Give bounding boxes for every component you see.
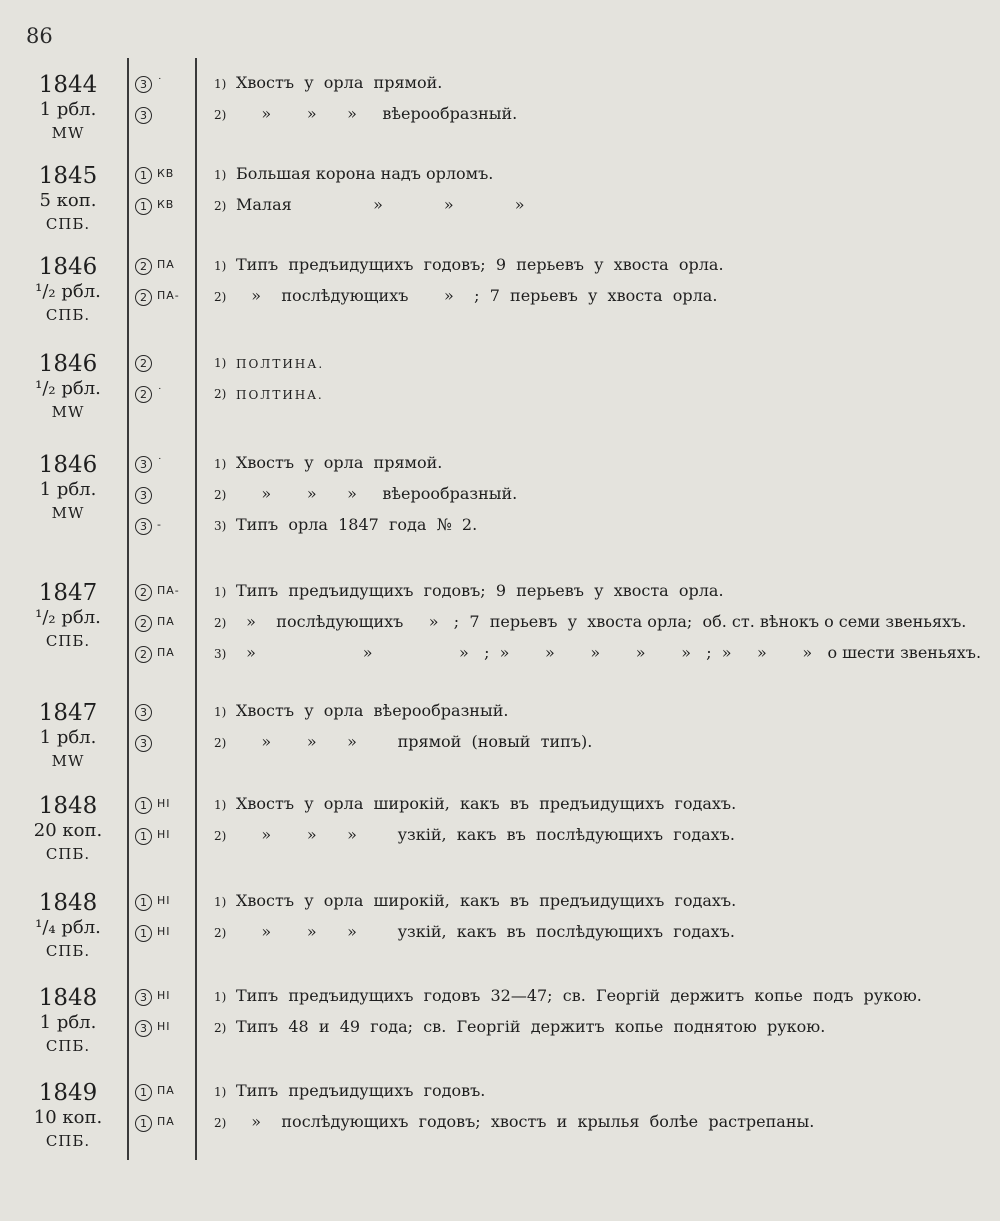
variant-number: 2) (214, 926, 227, 940)
variant-description: Хвостъ у орла прямой. (236, 453, 443, 472)
entry-mint: СПБ. (45, 845, 91, 863)
variant-description: » » » узкій, какъ въ послѣдующихъ годахъ. (236, 922, 735, 941)
variant-number: 2) (214, 488, 227, 502)
variant-description: Малая » » » (236, 195, 525, 214)
entry-mint: MW (51, 403, 85, 421)
variant-description: Типъ предъидущихъ годовъ 32—47; св. Георгій держитъ копье подъ рукою. (236, 986, 922, 1005)
rarity-circle: 3 (135, 76, 152, 93)
entry-year: 1846 (38, 254, 98, 280)
mintmaster-mark: КВ (157, 198, 175, 211)
variant-row (0, 793, 1000, 819)
variant-description: Хвостъ у орла широкій, какъ въ предъидущихъ годахъ. (236, 794, 737, 813)
rarity-circle: 1 (135, 198, 152, 215)
page-number: 86 (26, 24, 53, 48)
mintmaster-mark: ˙ (157, 76, 164, 89)
variant-number: 2) (214, 108, 227, 122)
variant-number: 2) (214, 616, 227, 630)
variant-description: » » » ; » » » » » ; » » » о шести звеньяхъ. (236, 643, 982, 662)
variant-number: 1) (214, 705, 227, 719)
variant-description: » » » вѣерообразный. (236, 484, 518, 503)
rarity-circle: 1 (135, 1084, 152, 1101)
rarity-circle: 3 (135, 704, 152, 721)
variant-number: 2) (214, 1021, 227, 1035)
variant-number: 2) (214, 387, 227, 401)
entry-denomination: 1 рбл. (39, 1012, 97, 1033)
rarity-circle: 2 (135, 258, 152, 275)
mintmaster-mark: НI (157, 797, 171, 810)
variant-row (0, 103, 1000, 129)
variant-row (0, 642, 1000, 668)
entry-mint: СПБ. (45, 632, 91, 650)
variant-row (0, 731, 1000, 757)
variant-number: 3) (214, 647, 227, 661)
rarity-circle: 3 (135, 107, 152, 124)
mintmaster-mark: ˙ (157, 456, 164, 469)
rarity-circle: 1 (135, 797, 152, 814)
rarity-circle: 2 (135, 584, 152, 601)
entry-mint: MW (51, 504, 85, 522)
variant-row (0, 452, 1000, 478)
rarity-circle: 2 (135, 615, 152, 632)
rarity-circle: 3 (135, 456, 152, 473)
variant-row (0, 194, 1000, 220)
entry-mint: MW (51, 124, 85, 142)
variant-number: 1) (214, 77, 227, 91)
variant-row (0, 1080, 1000, 1106)
variant-description: » » » вѣерообразный. (236, 104, 518, 123)
entry-denomination: ¹/₂ рбл. (35, 378, 101, 399)
entry-year: 1846 (38, 351, 98, 377)
rarity-circle: 1 (135, 828, 152, 845)
variant-description: Хвостъ у орла прямой. (236, 73, 443, 92)
variant-row (0, 163, 1000, 189)
variant-description: » послѣдующихъ годовъ; хвостъ и крылья болѣе растрепаны. (236, 1112, 815, 1131)
variant-row (0, 985, 1000, 1011)
variant-description: » » » узкій, какъ въ послѣдующихъ годахъ. (236, 825, 735, 844)
entry-mint: СПБ. (45, 1037, 91, 1055)
rarity-circle: 3 (135, 1020, 152, 1037)
mintmaster-mark: НI (157, 989, 171, 1002)
variant-description: Хвостъ у орла широкій, какъ въ предъидущихъ годахъ. (236, 891, 737, 910)
variant-description: » » » прямой (новый типъ). (236, 732, 593, 751)
variant-number: 2) (214, 290, 227, 304)
rarity-circle: 2 (135, 355, 152, 372)
variant-row (0, 514, 1000, 540)
rarity-circle: 3 (135, 487, 152, 504)
mintmaster-mark: НI (157, 828, 171, 841)
variant-row (0, 700, 1000, 726)
variant-row (0, 890, 1000, 916)
entry-mint: СПБ. (45, 1132, 91, 1150)
variant-description: Типъ предъидущихъ годовъ; 9 перьевъ у хвоста орла. (236, 581, 724, 600)
variant-description: Типъ 48 и 49 года; св. Георгій держитъ копье поднятою рукою. (236, 1017, 826, 1036)
entry-year: 1848 (38, 890, 98, 916)
entry-denomination: 1 рбл. (39, 727, 97, 748)
entry-year: 1847 (38, 580, 98, 606)
variant-description: Хвостъ у орла вѣерообразный. (236, 701, 509, 720)
rarity-circle: 3 (135, 735, 152, 752)
variant-row (0, 72, 1000, 98)
entry-year: 1844 (38, 72, 98, 98)
entry-denomination: ¹/₂ рбл. (35, 281, 101, 302)
variant-number: 3) (214, 519, 227, 533)
mintmaster-mark: ПА- (157, 584, 180, 597)
entry-denomination: 1 рбл. (39, 479, 97, 500)
variant-number: 2) (214, 199, 227, 213)
entry-denomination: ¹/₂ рбл. (35, 607, 101, 628)
variant-description: Типъ предъидущихъ годовъ. (236, 1081, 486, 1100)
variant-row (0, 1111, 1000, 1137)
variant-number: 2) (214, 736, 227, 750)
variant-number: 1) (214, 895, 227, 909)
entry-mint: СПБ. (45, 215, 91, 233)
mintmaster-mark: НI (157, 1020, 171, 1033)
entry-year: 1848 (38, 793, 98, 819)
variant-row (0, 254, 1000, 280)
rarity-circle: 1 (135, 167, 152, 184)
rarity-circle: 2 (135, 386, 152, 403)
variant-description: Типъ орла 1847 года № 2. (236, 515, 478, 534)
mintmaster-mark: НI (157, 894, 171, 907)
mintmaster-mark: ПА- (157, 289, 180, 302)
entry-denomination: ¹/₄ рбл. (35, 917, 101, 938)
entry-mint: СПБ. (45, 306, 91, 324)
mintmaster-mark: ПА (157, 1084, 175, 1097)
variant-row (0, 580, 1000, 606)
entry-denomination: 5 коп. (39, 190, 97, 211)
variant-number: 1) (214, 259, 227, 273)
variant-row (0, 824, 1000, 850)
variant-number: 2) (214, 1116, 227, 1130)
entry-year: 1846 (38, 452, 98, 478)
entry-denomination: 20 коп. (33, 820, 103, 841)
variant-description: ПОЛТИНА. (236, 357, 325, 371)
rarity-circle: 3 (135, 518, 152, 535)
entry-denomination: 1 рбл. (39, 99, 97, 120)
rarity-circle: 2 (135, 289, 152, 306)
variant-row (0, 1016, 1000, 1042)
variant-row (0, 921, 1000, 947)
variant-row (0, 483, 1000, 509)
entry-year: 1845 (38, 163, 98, 189)
entry-year: 1847 (38, 700, 98, 726)
mintmaster-mark: НI (157, 925, 171, 938)
variant-row (0, 611, 1000, 637)
variant-number: 1) (214, 457, 227, 471)
mintmaster-mark: ˙ (157, 386, 164, 399)
variant-number: 1) (214, 798, 227, 812)
rarity-circle: 3 (135, 989, 152, 1006)
variant-number: 1) (214, 1085, 227, 1099)
variant-number: 1) (214, 990, 227, 1004)
variant-row (0, 285, 1000, 311)
variant-number: 1) (214, 356, 227, 370)
variant-description: ПОЛТИНA. (236, 388, 324, 402)
variant-description: » послѣдующихъ » ; 7 перьевъ у хвоста орла. (236, 286, 718, 305)
rarity-circle: 2 (135, 646, 152, 663)
mintmaster-mark: КВ (157, 167, 175, 180)
mintmaster-mark: ПА (157, 615, 175, 628)
entry-mint: MW (51, 752, 85, 770)
variant-description: Типъ предъидущихъ годовъ; 9 перьевъ у хвоста орла. (236, 255, 724, 274)
rarity-circle: 1 (135, 894, 152, 911)
mintmaster-mark: ПА (157, 258, 175, 271)
variant-description: Большая корона надъ орломъ. (236, 164, 494, 183)
variant-number: 2) (214, 829, 227, 843)
variant-number: 1) (214, 585, 227, 599)
rarity-circle: 1 (135, 925, 152, 942)
variant-number: 1) (214, 168, 227, 182)
mintmaster-mark: ПА (157, 646, 175, 659)
entry-denomination: 10 коп. (33, 1107, 103, 1128)
variant-description: » послѣдующихъ » ; 7 перьевъ у хвоста орла; об. ст. вѣнокъ о семи звеньяхъ. (236, 612, 967, 631)
entry-year: 1848 (38, 985, 98, 1011)
variant-row (0, 351, 1000, 377)
entry-year: 1849 (38, 1080, 98, 1106)
mintmaster-mark: - (157, 518, 162, 531)
mintmaster-mark: ПА (157, 1115, 175, 1128)
entry-mint: СПБ. (45, 942, 91, 960)
variant-row (0, 382, 1000, 408)
rarity-circle: 1 (135, 1115, 152, 1132)
